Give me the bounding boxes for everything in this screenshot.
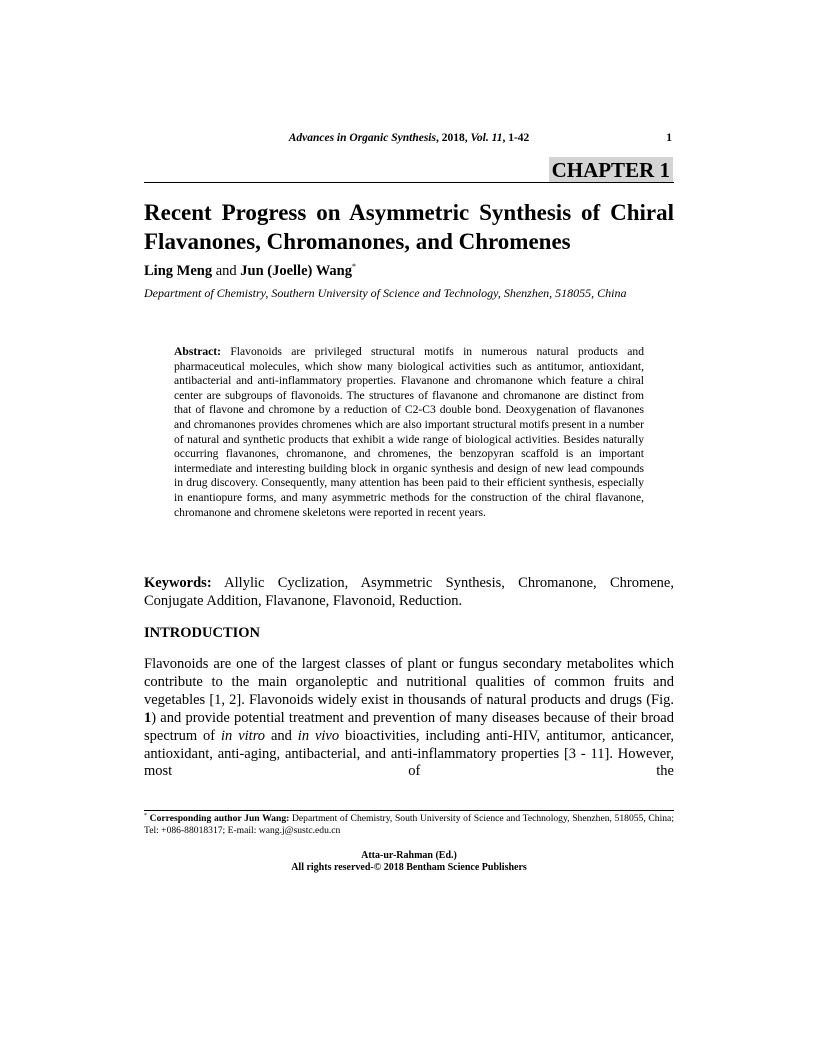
- keywords-block: [144, 574, 674, 610]
- author-conjunction: and: [212, 263, 241, 279]
- intro-text-2: ) and provide potential treatment and prevention of many diseases because of their broad spectrum of: [144, 709, 674, 744]
- running-header: [144, 132, 674, 148]
- footnote: [144, 813, 674, 837]
- abstract-label: Abstract:: [174, 345, 222, 358]
- author-1: Ling Meng: [144, 263, 213, 279]
- in-vivo-term: in vivo: [297, 727, 340, 744]
- citation-volume: Vol. 11: [470, 132, 503, 144]
- chapter-divider: [144, 182, 674, 183]
- citation-pages: , 1-42: [502, 132, 530, 144]
- keywords-label: Keywords:: [144, 575, 212, 591]
- editor-credit: Atta-ur-Rahman (Ed.): [361, 850, 457, 861]
- author-line: [144, 262, 674, 280]
- rights-notice: All rights reserved-© 2018 Bentham Science Publishers: [291, 862, 527, 873]
- citation-year: , 2018,: [435, 132, 471, 144]
- footnote-label: Corresponding author Jun Wang:: [149, 813, 290, 824]
- intro-and: and: [265, 727, 298, 744]
- figure-reference: 1: [144, 709, 152, 726]
- intro-text-3: bioactivities, including anti-HIV, antitumor, anticancer, antioxidant, anti-aging, antibacterial, and anti-inflammatory properties [3 - 11]. However, most of the: [144, 727, 674, 780]
- abstract-text: Flavonoids are privileged structural motifs in numerous natural products and pharmaceutical molecules, which show many biological activities such as antitumor, antioxidant, antibacterial and anti-inflammatory properties. Flavanone and chromanone which feature a chiral center are subgroups of flavonoids. The structures of flavanone and chromanone are distinct from that of flavone and chromone by a reduction of C2-C3 double bond. Deoxygenation of flavanones and chromanones provides chromenes which are also important structural motifs present in a number of natural and synthetic products that exhibit a wide range of biological activities. Besides naturally occurring flavanones, chromanone, and chromenes, the benzopyran scaffold is an important intermediate and interesting building block in organic synthesis and design of new lead compounds in drug discovery. Consequently, many attention has been paid to their efficient synthesis, especially in enantiopure forms, and many asymmetric methods for the construction of the chiral flavanone, chromanone and chromene skeletons were reported in recent years.: [174, 345, 644, 519]
- author-2: Jun (Joelle) Wang: [240, 263, 352, 279]
- introduction-paragraph: [144, 656, 674, 781]
- footnote-text: Department of Chemistry, South University of Science and Technology, Shenzhen, 518055, China; Tel: +086-88018317; E-mail: wang.j@sustc.edu.cn: [144, 813, 674, 836]
- intro-text-1: Flavonoids are one of the largest classes of plant or fungus secondary metabolites which contribute to the main organoleptic and nutritional qualities of common fruits and vegetables [1, 2]. Flavonoids widely exist in thousands of natural products and drugs (Fig.: [144, 656, 674, 708]
- section-heading-introduction: INTRODUCTION: [144, 625, 261, 641]
- corresponding-marker: *: [351, 262, 356, 272]
- footnote-marker: *: [144, 812, 147, 819]
- journal-name: Advances in Organic Synthesis: [288, 132, 436, 144]
- footnote-divider: [144, 810, 674, 811]
- paper-title: Recent Progress on Asymmetric Synthesis of Chiral Flavanones, Chromanones, and Chromenes: [144, 200, 674, 254]
- chapter-label: CHAPTER 1: [549, 157, 673, 183]
- journal-citation: [144, 132, 674, 144]
- affiliation: Department of Chemistry, Southern University of Science and Technology, Shenzhen, 518055, China: [144, 286, 627, 300]
- keywords-text: Allylic Cyclization, Asymmetric Synthesis, Chromanone, Chromene, Conjugate Addition, Flavanone, Flavonoid, Reduction.: [144, 575, 674, 609]
- in-vitro-term: in vitro: [221, 727, 266, 744]
- page-number: 1: [666, 132, 672, 144]
- abstract-block: [174, 345, 644, 520]
